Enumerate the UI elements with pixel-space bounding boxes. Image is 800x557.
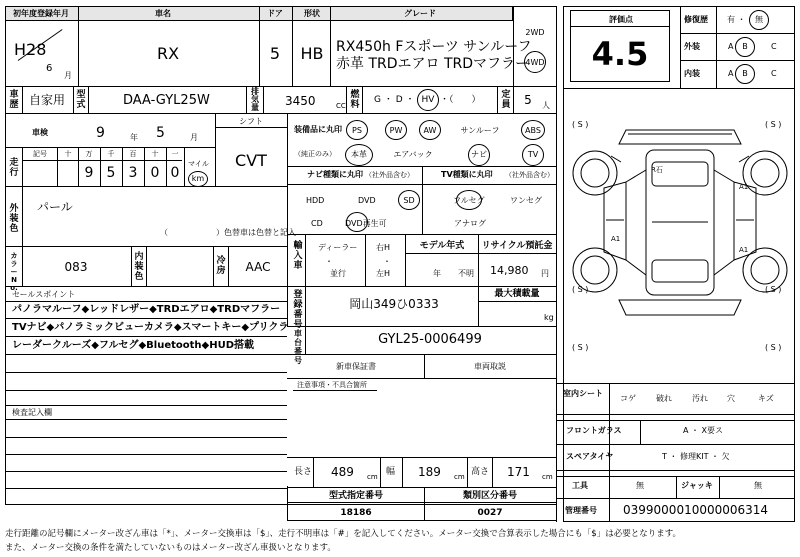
import-rh: 右H xyxy=(376,243,391,252)
reg-label: 登録番号 xyxy=(293,290,303,330)
fuel-hv: HV xyxy=(421,95,435,105)
shift: CVT xyxy=(235,151,267,170)
use: 自家用 xyxy=(28,93,66,107)
import-dot2: ・ xyxy=(383,257,391,266)
sales-title: セールスポイント xyxy=(12,290,76,299)
length-unit: cm xyxy=(367,473,378,481)
unit-2: 万 xyxy=(85,150,93,158)
capacity-label: 定員 xyxy=(501,90,511,110)
equip-sub: （純正のみ） xyxy=(294,150,336,158)
int-c: C xyxy=(771,69,777,78)
unit-1: 十 xyxy=(64,150,72,158)
drive-2wd: 2WD xyxy=(525,28,545,37)
navi-sd: SD xyxy=(403,196,415,205)
equip-tv: TV xyxy=(527,150,539,159)
digit-1: 9 xyxy=(84,165,94,181)
sales-line-1: パノラマルーフ◆レッドレザー◆TRDエアロ◆TRDマフラー xyxy=(12,304,281,315)
int-b: B xyxy=(742,69,748,78)
equip-ps: PS xyxy=(352,126,362,135)
fuel-label: 燃料 xyxy=(350,90,360,110)
digit-4: 0 xyxy=(150,165,160,181)
model-label: 型式 xyxy=(76,90,86,110)
car-diagram xyxy=(566,110,794,360)
mileage-mark-label: 記号 xyxy=(33,150,47,158)
tv-title: TV種類に丸印 xyxy=(441,170,493,179)
tire-s-fl: ( S ) xyxy=(572,120,589,129)
sales-line-3: レーダークルーズ◆フルセグ◆Bluetooth◆HUD搭載 xyxy=(12,340,255,351)
seat-item-2: 破れ xyxy=(656,394,672,403)
tools: 無 xyxy=(636,481,644,490)
footer-line-1: 走行距離の記号欄にメーター改ざん車は「*」、メーター交換車は「$」、走行不明車は「#」を記入してください。メーター交換で合算表示した場合にも「$」は必要となります。 xyxy=(5,529,682,539)
damage-a1-right: A1 xyxy=(739,183,749,191)
disp: 3450 xyxy=(285,94,316,108)
type-label: 型式指定番号 xyxy=(328,491,384,501)
reg-month-unit: 月 xyxy=(64,71,72,80)
unit-6: 一 xyxy=(171,150,179,158)
tools-label: 工具 xyxy=(572,481,588,490)
repair-none: 無 xyxy=(755,15,763,24)
jack-label: ジャッキ xyxy=(681,481,713,490)
tire-s-spare-r: ( S ) xyxy=(765,343,782,352)
inspection-month-unit: 月 xyxy=(190,133,198,142)
spare: T ・ 修理KIT ・ 欠 xyxy=(662,452,730,461)
seat-item-4: 穴 xyxy=(727,394,735,403)
navi-dvd: DVD xyxy=(358,196,376,205)
equip-navi: ナビ xyxy=(471,150,487,159)
mileage-label: 走行 xyxy=(9,158,19,178)
import-dot: ・ xyxy=(325,257,333,266)
drive-4wd: 4WD xyxy=(525,58,545,67)
tire-s-spare-l: ( S ) xyxy=(572,343,589,352)
score-value: 4.5 xyxy=(591,35,649,73)
equip-label: 装備品に丸印 xyxy=(294,125,342,134)
width: 189 xyxy=(418,465,441,479)
ext-b: B xyxy=(742,42,748,51)
chassis: GYL25-0006499 xyxy=(378,332,482,347)
glass-label: フロントガラス xyxy=(566,426,622,435)
tire-s-rr: ( S ) xyxy=(765,285,782,294)
notes-title: 注意事項・不具合箇所 xyxy=(297,381,367,389)
tire-s-fr: ( S ) xyxy=(765,120,782,129)
capacity-unit: 人 xyxy=(542,101,550,110)
class-label: 類別区分番号 xyxy=(462,491,518,501)
equip-leather: 本革 xyxy=(351,150,367,159)
doors: 5 xyxy=(269,44,281,63)
reg-era: H28 xyxy=(14,40,47,59)
import-parallel: 並行 xyxy=(330,269,346,278)
length: 489 xyxy=(331,465,354,479)
digit-5: 0 xyxy=(170,165,180,181)
seat-item-3: 汚れ xyxy=(692,394,708,403)
damage-a1-left: A1 xyxy=(611,235,621,243)
tv-oneseg: ワンセグ xyxy=(510,196,542,205)
tv-fullseg: フルセグ xyxy=(453,196,485,205)
equip-abs: ABS xyxy=(525,126,541,135)
equip-aw: AW xyxy=(423,126,437,135)
grade-line2: 赤革 TRDエアロ TRDマフラー xyxy=(336,56,530,72)
recycle: 14,980 xyxy=(490,264,529,277)
width-label: 幅 xyxy=(386,467,396,477)
damage-note: R石 xyxy=(651,166,663,174)
import-label: 輸入車 xyxy=(293,241,303,271)
int-a: A xyxy=(728,69,734,78)
mgmt-label: 管理番号 xyxy=(565,506,597,515)
digit-2: 5 xyxy=(106,165,116,181)
grade-label: グレード xyxy=(404,9,436,18)
color: パール xyxy=(37,200,73,214)
glass: A ・ X要ス xyxy=(683,426,724,435)
grade-line1: RX450h Fスポーツ サンルーフ xyxy=(336,39,532,55)
int-label: 内装 xyxy=(684,69,700,78)
inspection-label: 車検 xyxy=(32,128,48,137)
digit-3: 3 xyxy=(128,165,138,181)
length-label: 長さ xyxy=(294,467,313,477)
unit-4: 百 xyxy=(129,150,137,158)
repair-label: 修復歴 xyxy=(684,15,708,24)
height-unit: cm xyxy=(542,473,553,481)
recycle-unit: 円 xyxy=(541,269,549,278)
new-warranty: 新車保証書 xyxy=(336,362,376,371)
navi-title-sub: （社外品含む） xyxy=(365,171,414,179)
reg-year-label: 初年度登録年月 xyxy=(13,9,69,18)
car-name: RX xyxy=(156,44,180,63)
height: 171 xyxy=(507,465,530,479)
inspection-year-unit: 年 xyxy=(130,133,138,142)
tv-title-sub: （社外品含む） xyxy=(505,171,554,179)
int-color-label: 内装色 xyxy=(134,252,144,282)
damage-a1-rear: A1 xyxy=(739,246,749,254)
tv-analog: アナログ xyxy=(454,219,486,228)
ext-c: C xyxy=(771,42,777,51)
seat-item-5: キズ xyxy=(758,394,774,403)
navi-title: ナビ種類に丸印 xyxy=(307,170,363,179)
shift-label: シフト xyxy=(239,117,263,126)
width-unit: cm xyxy=(454,473,465,481)
shape-label: 形状 xyxy=(304,9,320,18)
reg-month: 6 xyxy=(46,63,53,74)
door-label: ドア xyxy=(267,9,283,18)
mgmt: 0399000010000006314 xyxy=(623,503,769,517)
seat-label: 室内シート xyxy=(563,389,603,398)
height-label: 高さ xyxy=(471,467,490,477)
load-unit: kg xyxy=(544,313,554,322)
fuel-options: G ・ D ・ xyxy=(374,95,415,105)
model: DAA-GYL25W xyxy=(123,93,210,108)
type-no: 18186 xyxy=(340,508,372,518)
unit-3: 千 xyxy=(107,150,115,158)
unit-5: 十 xyxy=(151,150,159,158)
ext-label: 外装 xyxy=(684,42,700,51)
disp-unit: CC xyxy=(336,102,346,110)
model-year-unknown: 不明 xyxy=(458,269,474,278)
footer-line-2: また、メーター交換の条件を満たしていないものはメーター改ざん車扱いとなります。 xyxy=(5,543,336,553)
color-label: 外装色 xyxy=(9,204,19,234)
navi-dvd-play: DVD再生可 xyxy=(345,219,387,228)
fuel-other: ・（ ） xyxy=(440,95,481,105)
equip-sunroof: サンルーフ xyxy=(460,126,500,135)
import-dealer: ディーラー xyxy=(318,243,358,252)
mile-label: マイル xyxy=(188,160,209,168)
repair-options: 有 ・ xyxy=(727,15,746,24)
km-unit: km xyxy=(191,174,205,183)
inspect-title: 検査記入欄 xyxy=(12,408,52,417)
seat-item-1: コゲ xyxy=(620,394,636,403)
jack: 無 xyxy=(754,481,762,490)
import-lh: 左H xyxy=(376,269,391,278)
ac: AAC xyxy=(245,260,271,274)
load-label: 最大積載量 xyxy=(494,289,540,299)
color-no: 083 xyxy=(64,260,88,274)
color-note: （ ）色替車は色替と記入 xyxy=(160,228,296,237)
car-name-label: 車名 xyxy=(155,9,171,18)
recycle-label: リサイクル預託金 xyxy=(481,241,553,251)
use-label: 車歴 xyxy=(9,90,19,110)
inspection-year: 9 xyxy=(96,125,105,141)
plate: 岡山349ひ0333 xyxy=(349,297,439,311)
manual: 車両取説 xyxy=(474,362,506,371)
inspection-month: 5 xyxy=(156,125,165,141)
model-year-label: モデル年式 xyxy=(419,241,465,251)
ext-a: A xyxy=(728,42,734,51)
navi-hdd: HDD xyxy=(306,196,325,205)
left-sheet xyxy=(5,6,557,505)
sales-line-2: TVナビ◆パノラミックビューカメラ◆スマートキー◆プリクラ xyxy=(12,322,289,333)
equip-pw: PW xyxy=(389,126,403,135)
capacity: 5 xyxy=(524,93,532,107)
equip-airbag: エアバック xyxy=(393,150,433,159)
score-label: 評価点 xyxy=(609,15,633,24)
shape: HB xyxy=(300,44,324,63)
disp-label: 排気量 xyxy=(251,87,259,112)
tire-s-rl: ( S ) xyxy=(572,285,589,294)
class-no: 0027 xyxy=(477,508,503,518)
spare-label: スペアタイヤ xyxy=(566,452,614,461)
navi-cd: CD xyxy=(311,219,323,228)
ac-label: 冷房 xyxy=(216,256,226,276)
color-no-label: カラーNo. xyxy=(10,252,18,292)
model-year-unit: 年 xyxy=(433,269,441,278)
chassis-label: 車台番号 xyxy=(294,329,302,365)
